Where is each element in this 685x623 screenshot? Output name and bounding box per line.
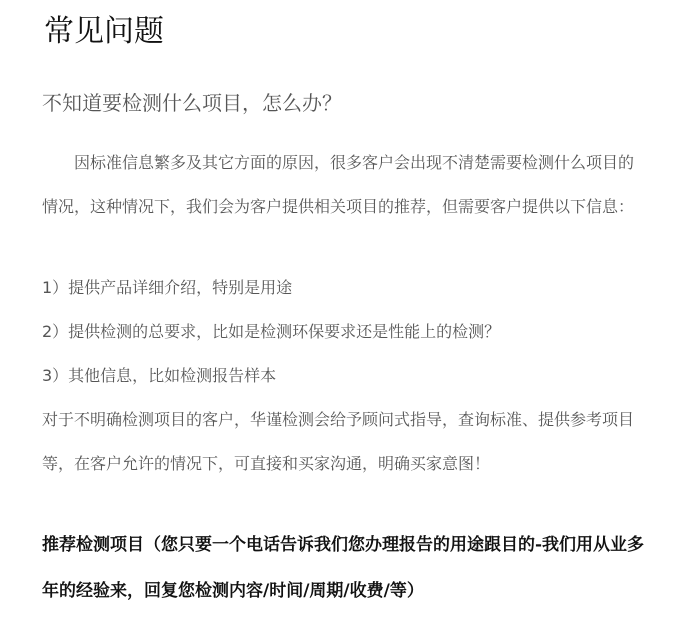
recommendation-heading: 推荐检测项目（您只要一个电话告诉我们您办理报告的用途跟目的-我们用从业多年的经验来，回复您检测内容/时间/周期/收费/等）	[42, 535, 645, 601]
info-item-testing-requirements: 2）提供检测的总要求，比如是检测环保要求还是性能上的检测？	[42, 322, 501, 341]
faq-question: 不知道要检测什么项目，怎么办？	[42, 91, 342, 115]
guidance-paragraph: 对于不明确检测项目的客户，华谨检测会给予顾问式指导，查询标准、提供参考项目等，在客户允许的情况下，可直接和买家沟通，明确买家意图！	[42, 410, 635, 473]
answer-paragraph: 因标准信息繁多及其它方面的原因，很多客户会出现不清楚需要检测什么项目的情况，这种情况下，我们会为客户提供相关项目的推荐，但需要客户提供以下信息：	[42, 153, 635, 216]
info-item-product-description: 1）提供产品详细介绍，特别是用途	[42, 278, 293, 297]
page-title: 常见问题	[44, 14, 164, 49]
info-item-other-information: 3）其他信息，比如检测报告样本	[42, 366, 277, 385]
